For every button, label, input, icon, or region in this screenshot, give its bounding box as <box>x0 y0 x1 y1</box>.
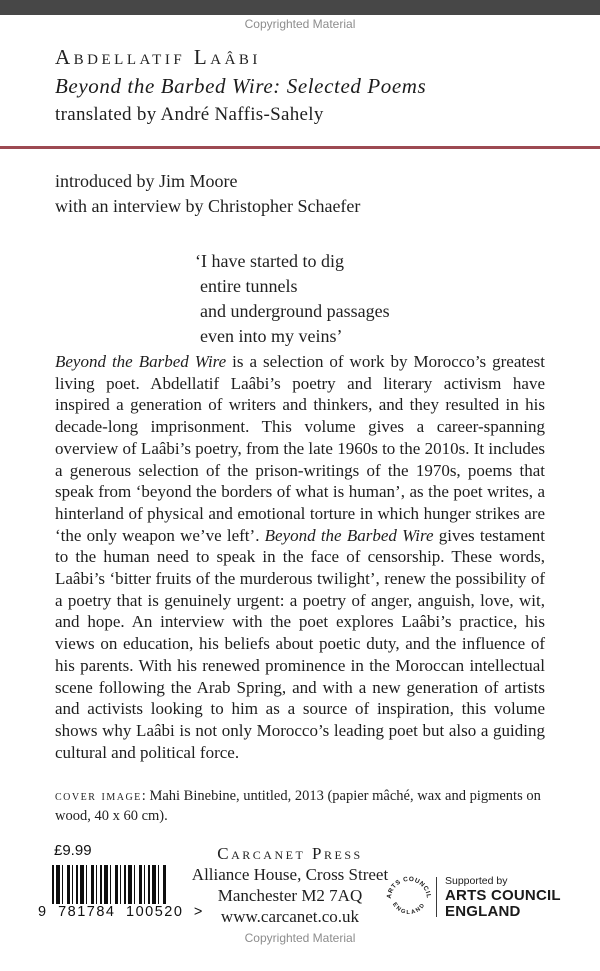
cover-image-credit <box>55 786 555 826</box>
red-divider-rule <box>0 146 600 149</box>
epigraph-line: entire tunnels <box>200 276 298 296</box>
price-label: £9.99 <box>54 842 92 859</box>
cover-credit-text: : Mahi Binebine, untitled, 2013 (papier mâché, wax and pigments on wood, 40 x 60 cm). <box>55 788 541 824</box>
arts-council-name-line: ARTS COUNCIL <box>445 887 561 904</box>
blurb-text: is a selection of work by Morocco’s greatest living poet. Abdellatif Laâbi’s poetry and literary activism have inspired a generation of writers and thinkers, and they resulted in his decade-long imprisonment. This volume gives a career-spanning overview of Laâbi’s poetry, from the late 1960s to the 2010s. It includes a generous selection of the prison-writings of the 1970s, poems that speak from ‘beyond the borders of what is human’, as the poet writes, a hinterland of physical and emotional torture in which hunger strikes are ‘the only weapon we’ve left’. <box>55 352 545 545</box>
interviewer-credit: with an interview by Christopher Schaefer <box>55 196 361 216</box>
cover-credit-label: cover image <box>55 788 142 804</box>
svg-text:ARTS COUNCIL <box>386 876 432 899</box>
blurb-title-mention: Beyond the Barbed Wire <box>264 525 434 545</box>
arts-council-logo <box>383 870 563 926</box>
supported-by-label: Supported by <box>445 875 508 887</box>
logo-divider <box>436 877 437 917</box>
blurb-title-mention: Beyond the Barbed Wire <box>55 352 227 371</box>
svg-text:ENGLAND <box>391 902 427 916</box>
blurb-paragraph <box>55 351 545 763</box>
publisher-website: www.carcanet.co.uk <box>220 907 360 926</box>
epigraph-quote <box>195 249 390 349</box>
blurb-text: gives testament to the human need to speak in the face of censorship. These words, Laâbi’s ‘bitter fruits of the murderous twilight’, renew the possibility of a poetry that is genuinely urgent: a poetry of anger, anguish, love, wit, and hope. An interview with the poet explores Laâbi’s practice, his views on education, his beliefs about poetic duty, and the influence of his parents. With his renewed prominence in the Moroccan intellectual scene following the Arab Spring, and with a new generation of artists and activists looking to him as a source of inspiration, this volume shows why Laâbi is not only Morocco’s leading poet but also a guiding cultural and political force. <box>55 525 545 762</box>
author-name: Abdellatif Laâbi <box>55 45 261 69</box>
copyright-banner-bottom: Copyrighted Material <box>244 931 356 945</box>
barcode-bars <box>52 865 168 905</box>
epigraph-line: and underground passages <box>200 301 390 321</box>
arts-council-roundel-icon <box>385 873 433 921</box>
book-title: Beyond the Barbed Wire: Selected Poems <box>55 74 427 98</box>
epigraph-line: ‘I have started to dig <box>195 251 344 271</box>
roundel-text-bottom: ENGLAND <box>390 901 428 916</box>
arts-council-wordmark <box>445 875 561 920</box>
barcode-digits: 9 781784 100520 > <box>38 904 204 920</box>
credits-block <box>55 169 360 219</box>
publisher-block <box>160 843 420 927</box>
copyright-banner-top: Copyrighted Material <box>244 17 356 31</box>
publisher-address-line-2: Manchester M2 7AQ <box>217 886 363 905</box>
introducer-credit: introduced by Jim Moore <box>55 171 238 191</box>
top-bar <box>0 0 600 15</box>
arts-council-name-line: ENGLAND <box>445 903 521 920</box>
publisher-name: Carcanet Press <box>217 844 363 863</box>
epigraph-line: even into my veins’ <box>200 326 343 346</box>
translator-credit: translated by André Naffis-Sahely <box>55 104 324 125</box>
publisher-address-line-1: Alliance House, Cross Street <box>191 865 389 884</box>
roundel-text-top: ARTS COUNCIL <box>385 875 433 900</box>
